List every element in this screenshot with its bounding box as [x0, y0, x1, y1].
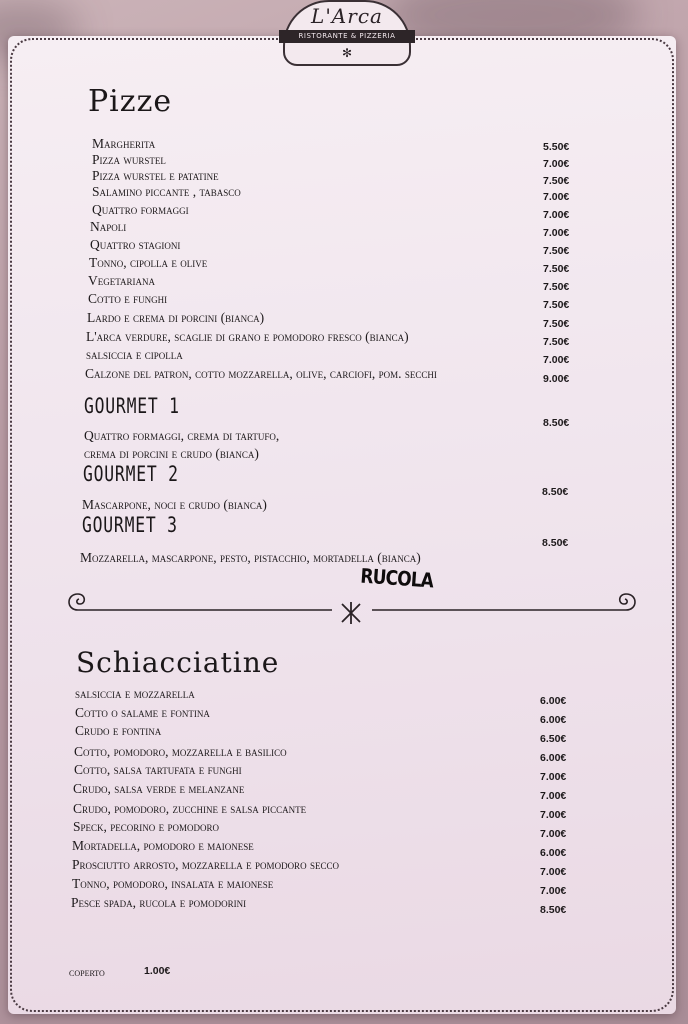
schiacciatina-item-price: 6.50€ — [540, 733, 567, 745]
pizza-item-name: Vegetariana — [88, 273, 156, 288]
gourmet-title: GOURMET 2 — [83, 462, 179, 486]
schiacciatina-item-price: 6.00€ — [540, 752, 567, 764]
schiacciatina-item-price: 6.00€ — [540, 695, 567, 707]
schiacciatina-item-name: Cotto, salsa tartufata e funghi — [74, 762, 242, 777]
schiacciatina-item-name: Mortadella, pomodoro e maionese — [72, 838, 254, 853]
schiacciatina-item-price: 8.50€ — [540, 904, 567, 916]
restaurant-logo — [283, 0, 411, 66]
pizza-item-name: Cotto e funghi — [88, 291, 168, 306]
section-title-schiacciatine: Schiacciatine — [76, 646, 280, 679]
pizza-item-price: 7.50€ — [543, 318, 570, 330]
pizza-item-price: 5.50€ — [543, 141, 570, 153]
schiacciatina-item-price: 6.00€ — [540, 714, 567, 726]
pizza-item-price: 7.50€ — [543, 336, 570, 348]
schiacciatina-item-price: 7.00€ — [540, 771, 567, 783]
schiacciatina-item-name: Speck, pecorino e pomodoro — [73, 819, 220, 834]
logo-emblem-icon: ✻ — [341, 46, 353, 60]
handwritten-note: RUCOLA — [359, 563, 434, 593]
schiacciatina-item-name: Cotto, pomodoro, mozzarella e basilico — [74, 744, 287, 759]
gourmet-price: 8.50€ — [543, 417, 570, 429]
pizza-item-price: 7.50€ — [543, 263, 570, 275]
pizza-item-name: Quattro formaggi — [92, 202, 189, 217]
pizza-item-name: salsiccia e cipolla — [86, 347, 183, 362]
pizza-item-name: Margherita — [92, 136, 156, 151]
gourmet-title: GOURMET 1 — [84, 394, 180, 418]
pizza-item-name: Calzone del patron, cotto mozzarella, olive, carciofi, pom. secchi — [85, 366, 437, 381]
schiacciatina-item-name: Pesce spada, rucola e pomodorini — [71, 895, 247, 910]
gourmet-description: Mozzarella, mascarpone, pesto, pistacchio, mortadella (bianca) — [80, 550, 421, 565]
gourmet-description: Quattro formaggi, crema di tartufo, — [84, 428, 280, 443]
pizza-item-name: Pizza wurstel e patatine — [92, 168, 219, 183]
pizza-item-price: 7.50€ — [543, 299, 570, 311]
schiacciatina-item-name: Cotto o salame e fontina — [75, 705, 210, 720]
pizza-item-price: 7.00€ — [543, 158, 570, 170]
pizza-item-name: Napoli — [90, 219, 127, 234]
logo-name: L'Arca — [311, 4, 383, 28]
logo-subtitle: RISTORANTE & PIZZERIA — [279, 30, 415, 43]
schiacciatina-item-price: 7.00€ — [540, 809, 567, 821]
gourmet-price: 8.50€ — [542, 537, 569, 549]
schiacciatina-item-name: Crudo, pomodoro, zucchine e salsa piccante — [73, 801, 307, 816]
schiacciatina-item-price: 7.00€ — [540, 828, 567, 840]
schiacciatina-item-price: 6.00€ — [540, 847, 567, 859]
gourmet-title: GOURMET 3 — [82, 513, 178, 537]
pizza-item-price: 7.50€ — [543, 281, 570, 293]
schiacciatina-item-price: 7.00€ — [540, 790, 567, 802]
pizza-item-name: Lardo e crema di porcini (bianca) — [87, 310, 265, 325]
pizza-item-name: L'arca verdure, scaglie di grano e pomodoro fresco (bianca) — [86, 329, 409, 344]
pizza-item-price: 7.00€ — [543, 354, 570, 366]
ornamental-divider — [64, 582, 640, 628]
pizza-item-name: Tonno, cipolla e olive — [89, 255, 208, 270]
schiacciatina-item-name: Tonno, pomodoro, insalata e maionese — [72, 876, 274, 891]
coperto-price: 1.00€ — [144, 965, 171, 977]
gourmet-description: Mascarpone, noci e crudo (bianca) — [82, 497, 267, 512]
fork-knife-icon — [342, 602, 360, 624]
pizza-item-price: 7.50€ — [543, 175, 570, 187]
pizza-item-price: 7.50€ — [543, 245, 570, 257]
pizza-item-name: Pizza wurstel — [92, 152, 166, 167]
gourmet-price: 8.50€ — [542, 486, 569, 498]
pizza-item-price: 7.00€ — [543, 191, 570, 203]
pizza-item-price: 9.00€ — [543, 373, 570, 385]
pizza-item-price: 7.00€ — [543, 209, 570, 221]
gourmet-description: crema di porcini e crudo (bianca) — [84, 446, 259, 461]
schiacciatina-item-name: Crudo e fontina — [75, 723, 162, 738]
schiacciatina-item-name: salsiccia e mozzarella — [75, 686, 195, 701]
section-title-pizze: Pizze — [88, 84, 173, 119]
schiacciatina-item-name: Crudo, salsa verde e melanzane — [73, 781, 245, 796]
schiacciatina-item-price: 7.00€ — [540, 885, 567, 897]
schiacciatina-item-price: 7.00€ — [540, 866, 567, 878]
coperto-label: coperto — [69, 965, 105, 979]
schiacciatina-item-name: Prosciutto arrosto, mozzarella e pomodoro secco — [72, 857, 339, 872]
pizza-item-price: 7.00€ — [543, 227, 570, 239]
pizza-item-name: Quattro stagioni — [90, 237, 181, 252]
pizza-item-name: Salamino piccante , tabasco — [92, 184, 241, 199]
